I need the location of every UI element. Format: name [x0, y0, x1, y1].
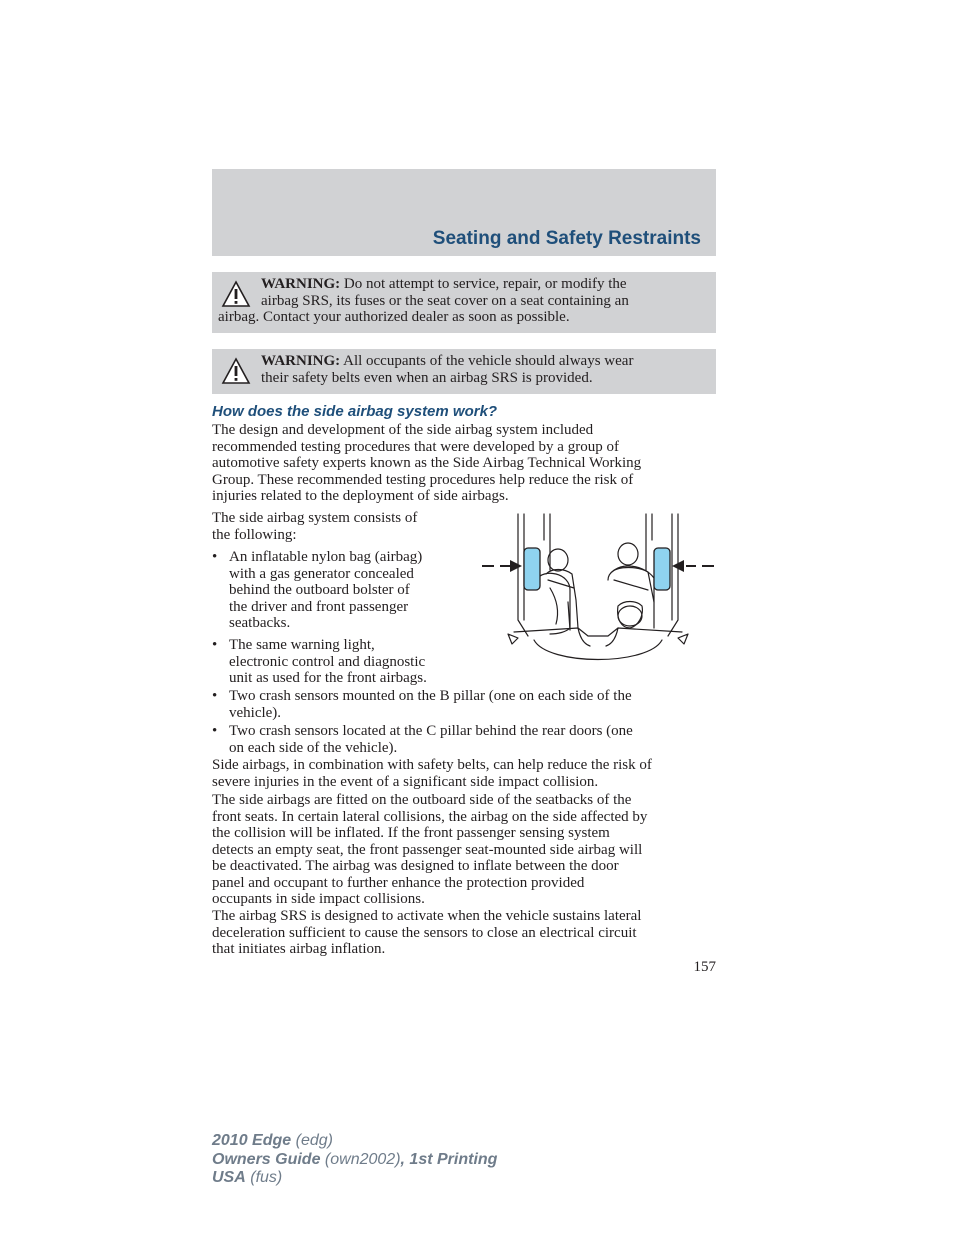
warning-box-1: WARNING: Do not attempt to service, repair, or modify the airbag SRS, its fuses or the seat cover on a seat containing an airbag. Contact your authorized dealer as soon as possible.: [212, 272, 716, 333]
warning-label: WARNING:: [261, 353, 341, 369]
consists-paragraph: The side airbag system consists of the following:: [212, 510, 418, 543]
document-footer: 2010 Edge (edg) Owners Guide (own2002), 1st Printing USA (fus): [212, 1132, 498, 1186]
paragraph: The airbag SRS is designed to activate when the vehicle sustains lateral deceleration sufficient to cause the sensors to close an electrical circuit that initiates airbag inflation.: [212, 908, 642, 957]
driver-airbag: [524, 548, 540, 590]
warning-triangle-icon: [221, 280, 251, 308]
warning-box-2: WARNING: All occupants of the vehicle should always wear their safety belts even when an airbag SRS is provided.: [212, 349, 716, 394]
warning-triangle-icon: [221, 357, 251, 385]
paragraph: The side airbags are fitted on the outboard side of the seatbacks of the front seats. In certain lateral collisions, the airbag on the side affected by the collision will be inflated. If the front passenger sensing system detects an empty seat, the front passenger seat-mounted side airbag will be deactivated. The airbag was designed to inflate between the door panel and occupant to further enhance the protection provided occupants in side impact collisions.: [212, 792, 648, 907]
page-number: 157: [693, 959, 716, 975]
warning-label: WARNING:: [261, 276, 341, 292]
arrow-right-icon: [510, 560, 522, 572]
section-header-band: [212, 169, 716, 256]
paragraph: Side airbags, in combination with safety belts, can help reduce the risk of severe injuries in the event of a significant side impact collision.: [212, 757, 652, 790]
side-airbag-illustration: [478, 510, 718, 676]
passenger-airbag: [654, 548, 670, 590]
intro-paragraph: The design and development of the side airbag system included recommended testing procedures that were developed by a group of automotive safety experts known as the Side Airbag Technical Working Group. These recommended testing procedures help reduce the risk of injuries related to the deployment of side airbags.: [212, 422, 642, 504]
section-title: Seating and Safety Restraints: [432, 228, 701, 249]
section-heading: How does the side airbag system work?: [212, 403, 498, 420]
